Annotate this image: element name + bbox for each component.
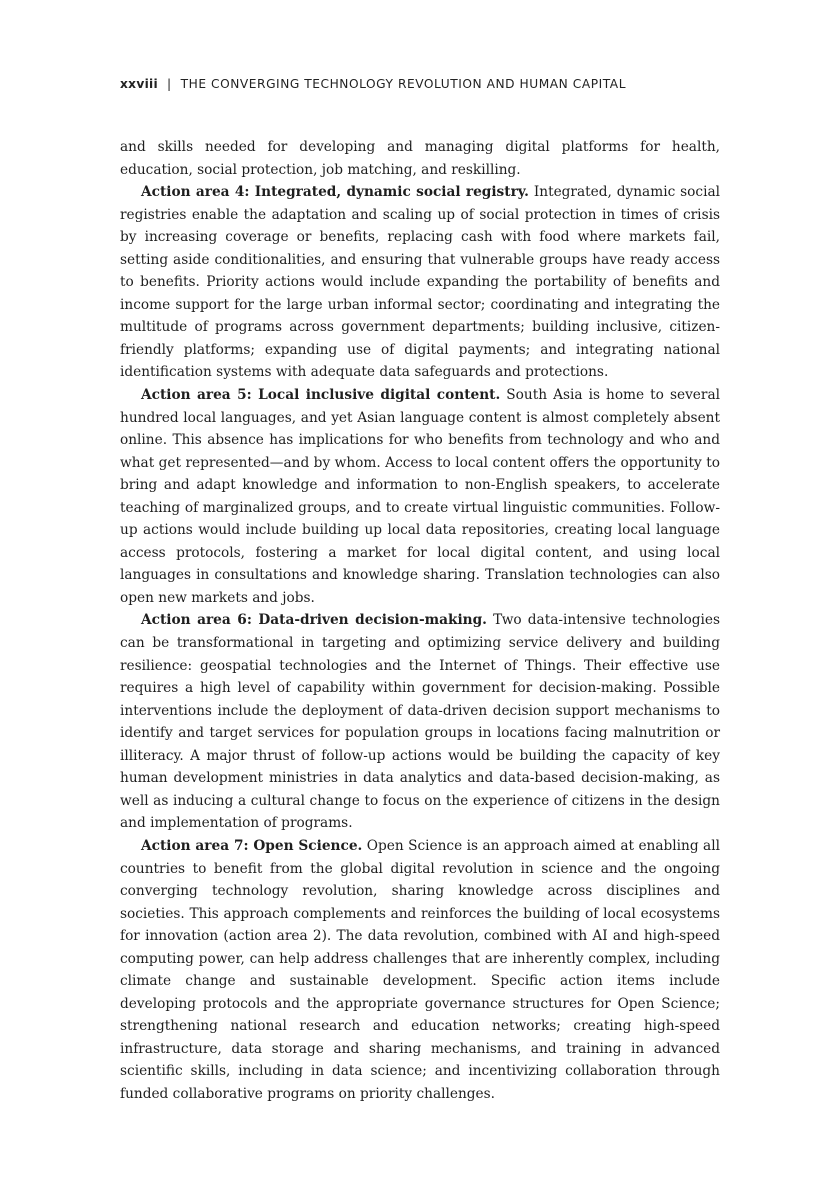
header-separator: | [167, 77, 172, 91]
paragraph-heading: Action area 4: Integrated, dynamic social registry. [141, 184, 529, 201]
page-number: xxviii [120, 77, 158, 91]
paragraph-heading: Action area 7: Open Science. [141, 837, 363, 854]
paragraph-action-area-5 [120, 384, 720, 609]
paragraph-text: South Asia is home to several hundred local languages, and yet Asian language content is almost completely absent online. This absence has implications for who benefits from technology and who and what get represented—and by whom. Access to local content offers the opportunity to bring and adapt knowledge and information to non-English speakers, to accelerate teaching of marginalized groups, and to create virtual linguistic communities. Follow-up actions would include building up local data repositories, creating local language access protocols, fostering a market for local digital content, and using local languages in consultations and knowledge sharing. Translation technologies can also open new markets and jobs. [120, 387, 720, 606]
paragraph-text: Open Science is an approach aimed at enabling all countries to benefit from the global digital revolution in science and the ongoing converging technology revolution, sharing knowledge across disciplines and societies. This approach complements and reinforces the building of local ecosystems for innovation (action area 2). The data revolution, combined with AI and high-speed computing power, can help address challenges that are inherently complex, including climate change and sustainable development. Specific action items include developing protocols and the appropriate governance structures for Open Science; strengthening national research and education networks; creating high-speed infrastructure, data storage and sharing mechanisms, and training in advanced scientific skills, including in data science; and incentivizing collaboration through funded collaborative programs on priority challenges. [120, 837, 720, 1102]
body-text [120, 136, 720, 1106]
paragraph-heading: Action area 6: Data-driven decision-making. [141, 612, 487, 629]
book-title: THE CONVERGING TECHNOLOGY REVOLUTION AND HUMAN CAPITAL [180, 77, 627, 91]
paragraph-action-area-7 [120, 835, 720, 1106]
paragraph-action-area-6 [120, 609, 720, 834]
paragraph-heading: Action area 5: Local inclusive digital content. [141, 387, 501, 404]
paragraph-text: Integrated, dynamic social registries enable the adaptation and scaling up of social protection in times of crisis by increasing coverage or benefits, replacing cash with food where markets fail, setting aside conditionalities, and ensuring that vulnerable groups have ready access to benefits. Priority actions would include expanding the portability of benefits and income support for the large urban informal sector; coordinating and integrating the multitude of programs across government departments; building inclusive, citizen-friendly platforms; expanding use of digital payments; and integrating national identification systems with adequate data safeguards and protections. [120, 184, 720, 381]
paragraph-text: and skills needed for developing and managing digital platforms for health, education, social protection, job matching, and reskilling. [120, 139, 720, 178]
paragraph-text: Two data-intensive technologies can be transformational in targeting and optimizing service delivery and building resilience: geospatial technologies and the Internet of Things. Their effective use requires a high level of capability within government for decision-making. Possible interventions include the deployment of data-driven decision support mechanisms to identify and target services for population groups in locations facing malnutrition or illiteracy. A major thrust of follow-up actions would be building the capacity of key human development ministries in data analytics and data-based decision-making, as well as inducing a cultural change to focus on the experience of citizens in the design and implementation of programs. [120, 612, 720, 832]
running-header [120, 77, 720, 91]
paragraph-action-area-4 [120, 181, 720, 384]
paragraph-continuation [120, 136, 720, 181]
